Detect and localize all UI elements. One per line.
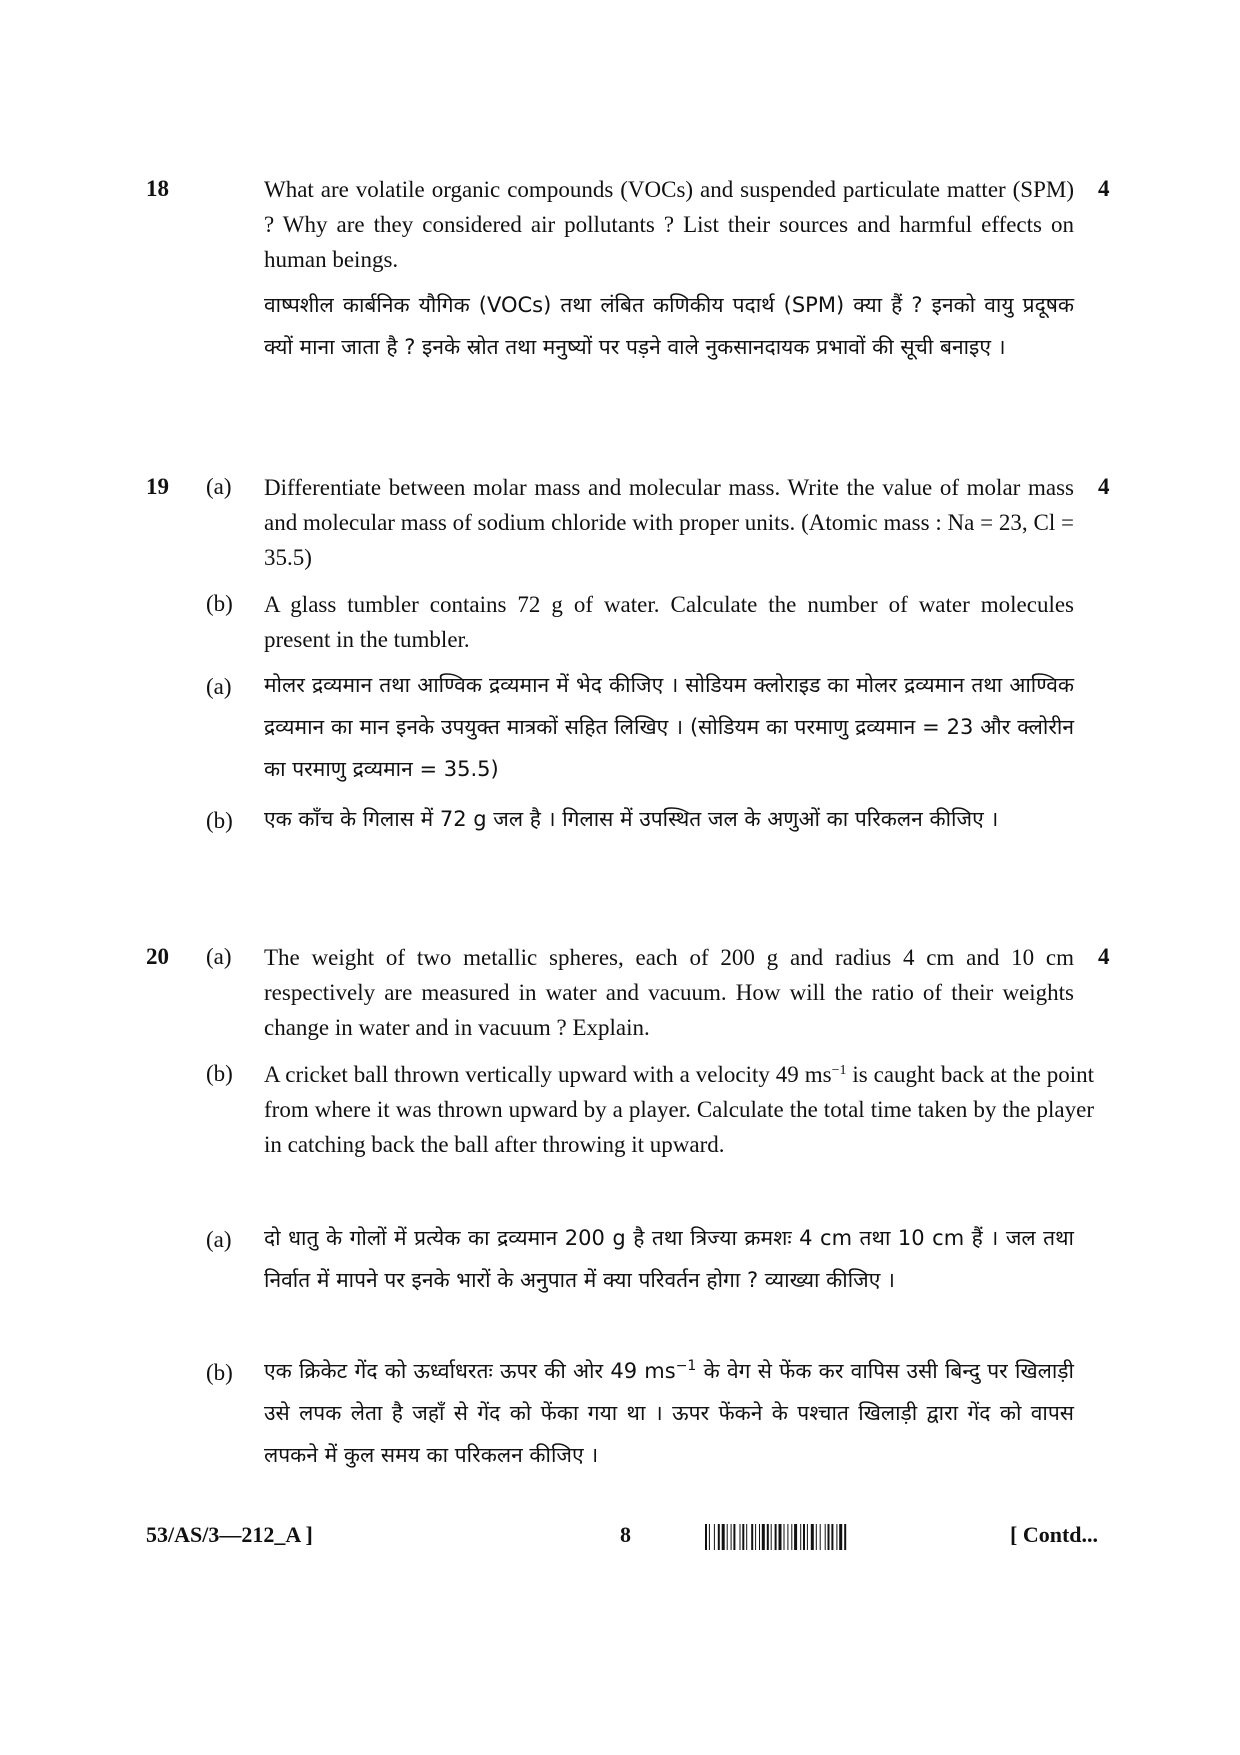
question-text-hindi: वाष्पशील कार्बनिक यौगिक (VOCs) तथा लंबित कणिकीय पदार्थ (SPM) क्या हैं ? इनको वायु प्रदूषक क्यों माना जाता है ? इनके स्रोत तथा मनुष्यों पर पड़ने वाले नुकसानदायक प्रभावों की सूची बनाइए । (264, 293, 1074, 359)
part-label: (b) (206, 808, 233, 833)
part-text-before: एक क्रिकेट गेंद को ऊर्ध्वाधरतः ऊपर की ओर 49 ms (264, 1359, 676, 1383)
unit-superscript: −1 (675, 1358, 697, 1374)
part-label: (a) (206, 474, 232, 499)
part-label: (b) (206, 1061, 233, 1086)
part-text-after: is caught back at the point from where it was thrown upward by a player. Calculate the total time taken by the player in catching back the ball after throwing it upward. (264, 1062, 1095, 1157)
question-marks: 4 (1098, 944, 1110, 969)
part-label: (a) (206, 944, 232, 969)
part-text: दो धातु के गोलों में प्रत्येक का द्रव्यमान 200 g है तथा त्रिज्या क्रमशः 4 cm तथा 10 cm हैं । जल तथा निर्वात में मापने पर इनके भारों के अनुपात में क्या परिवर्तन होगा ? व्याख्या कीजिए । (264, 1226, 1074, 1292)
page-number: 8 (620, 1522, 631, 1547)
part-text: Differentiate between molar mass and molecular mass. Write the value of molar mass and molecular mass of sodium chloride with proper units. (Atomic mass : Na = 23, Cl = 35.5) (264, 475, 1074, 570)
question-text-english: What are volatile organic compounds (VOCs) and suspended particulate matter (SPM) ? Why are they considered air pollutants ? List their sources and harmful effects on human beings. (264, 177, 1074, 272)
question-number: 19 (146, 474, 169, 499)
part-label: (a) (206, 674, 232, 699)
part-label: (a) (206, 1227, 232, 1252)
question-number: 20 (146, 944, 169, 969)
part-text-before: A cricket ball thrown vertically upward with a velocity 49 ms (264, 1062, 832, 1087)
part-label: (b) (206, 591, 233, 616)
unit-superscript: −1 (831, 1063, 847, 1078)
question-marks: 4 (1098, 176, 1110, 201)
paper-code: 53/AS/3—212_A ] (146, 1522, 313, 1547)
question-marks: 4 (1098, 474, 1110, 499)
part-text (264, 1350, 1074, 1476)
barcode-icon (705, 1524, 990, 1550)
continued-label: [ Contd... (1010, 1522, 1099, 1547)
part-text-after: के वेग से फेंक कर वापिस उसी बिन्दु पर खिलाड़ी उसे लपक लेता है जहाँ से गेंद को फेंका गया था । ऊपर फेंकने के पश्चात खिलाड़ी द्वारा गेंद को वापस लपकने में कुल समय का परिकलन कीजिए । (264, 1359, 1074, 1467)
part-text: The weight of two metallic spheres, each of 200 g and radius 4 cm and 10 cm respectively are measured in water and vacuum. How will the ratio of their weights change in water and in vacuum ? Explain. (264, 945, 1074, 1040)
page-footer (0, 1522, 1240, 1562)
question-number: 18 (146, 176, 169, 201)
part-text (264, 1057, 1094, 1162)
part-text: एक काँच के गिलास में 72 g जल है । गिलास में उपस्थित जल के अणुओं का परिकलन कीजिए । (264, 807, 999, 831)
part-text: A glass tumbler contains 72 g of water. Calculate the number of water molecules present in the tumbler. (264, 592, 1074, 652)
part-text: मोलर द्रव्यमान तथा आण्विक द्रव्यमान में भेद कीजिए । सोडियम क्लोराइड का मोलर द्रव्यमान तथा आण्विक द्रव्यमान का मान इनके उपयुक्त मात्रकों सहित लिखिए । (सोडियम का परमाणु द्रव्यमान = 23 और क्लोरीन का परमाणु द्रव्यमान = 35.5) (264, 673, 1074, 781)
part-label: (b) (206, 1360, 233, 1385)
